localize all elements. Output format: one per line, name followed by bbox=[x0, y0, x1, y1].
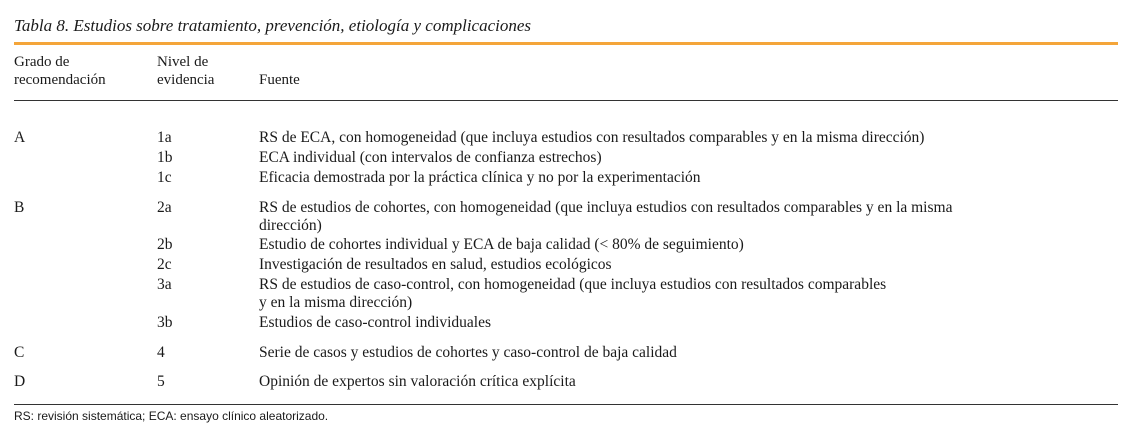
row-fuente-3b: Estudios de caso-control individuales bbox=[259, 314, 492, 331]
header-grado-line-1: Grado de bbox=[14, 54, 70, 70]
row-nivel-2c: 2c bbox=[157, 256, 172, 273]
header-rule bbox=[14, 100, 1118, 101]
row-fuente-2a-line-1: RS de estudios de cohortes, con homogeneidad (que incluya estudios con resultados comparables y en la misma bbox=[259, 199, 953, 216]
table-footnote: RS: revisión sistemática; ECA: ensayo clínico aleatorizado. bbox=[14, 409, 329, 423]
row-nivel-5: 5 bbox=[157, 373, 165, 390]
row-fuente-2a-line-2: dirección) bbox=[259, 217, 322, 234]
row-grado-d: D bbox=[14, 373, 26, 390]
row-grado-c: C bbox=[14, 344, 25, 361]
header-grado-line-2: recomendación bbox=[14, 72, 106, 88]
row-fuente-3a-line-2: y en la misma dirección) bbox=[259, 294, 413, 311]
row-fuente-2b: Estudio de cohortes individual y ECA de baja calidad (< 80% de seguimiento) bbox=[259, 236, 744, 253]
row-nivel-1a: 1a bbox=[157, 129, 172, 146]
row-nivel-4: 4 bbox=[157, 344, 165, 361]
row-nivel-2a: 2a bbox=[157, 199, 172, 216]
row-grado-b: B bbox=[14, 199, 25, 216]
header-nivel-line-1: Nivel de bbox=[157, 54, 209, 70]
title-accent-rule bbox=[14, 42, 1118, 45]
row-nivel-1b: 1b bbox=[157, 149, 173, 166]
row-grado-a: A bbox=[14, 129, 26, 146]
header-fuente: Fuente bbox=[259, 72, 300, 88]
row-fuente-4: Serie de casos y estudios de cohortes y caso-control de baja calidad bbox=[259, 344, 677, 361]
row-fuente-1c: Eficacia demostrada por la práctica clínica y no por la experimentación bbox=[259, 169, 701, 186]
header-nivel bbox=[157, 53, 214, 89]
table-title: Tabla 8. Estudios sobre tratamiento, prevención, etiología y complicaciones bbox=[14, 16, 532, 35]
bottom-rule bbox=[14, 404, 1118, 405]
row-nivel-3a: 3a bbox=[157, 276, 172, 293]
row-fuente-1b: ECA individual (con intervalos de confianza estrechos) bbox=[259, 149, 602, 166]
row-nivel-1c: 1c bbox=[157, 169, 172, 186]
row-fuente-1a: RS de ECA, con homogeneidad (que incluya estudios con resultados comparables y en la misma dirección) bbox=[259, 129, 925, 146]
row-fuente-5: Opinión de expertos sin valoración crítica explícita bbox=[259, 373, 576, 390]
row-nivel-2b: 2b bbox=[157, 236, 173, 253]
row-nivel-3b: 3b bbox=[157, 314, 173, 331]
row-fuente-2c: Investigación de resultados en salud, estudios ecológicos bbox=[259, 256, 612, 273]
header-grado bbox=[14, 53, 106, 89]
header-nivel-line-2: evidencia bbox=[157, 72, 215, 88]
row-fuente-3a-line-1: RS de estudios de caso-control, con homogeneidad (que incluya estudios con resultados comparables bbox=[259, 276, 887, 293]
